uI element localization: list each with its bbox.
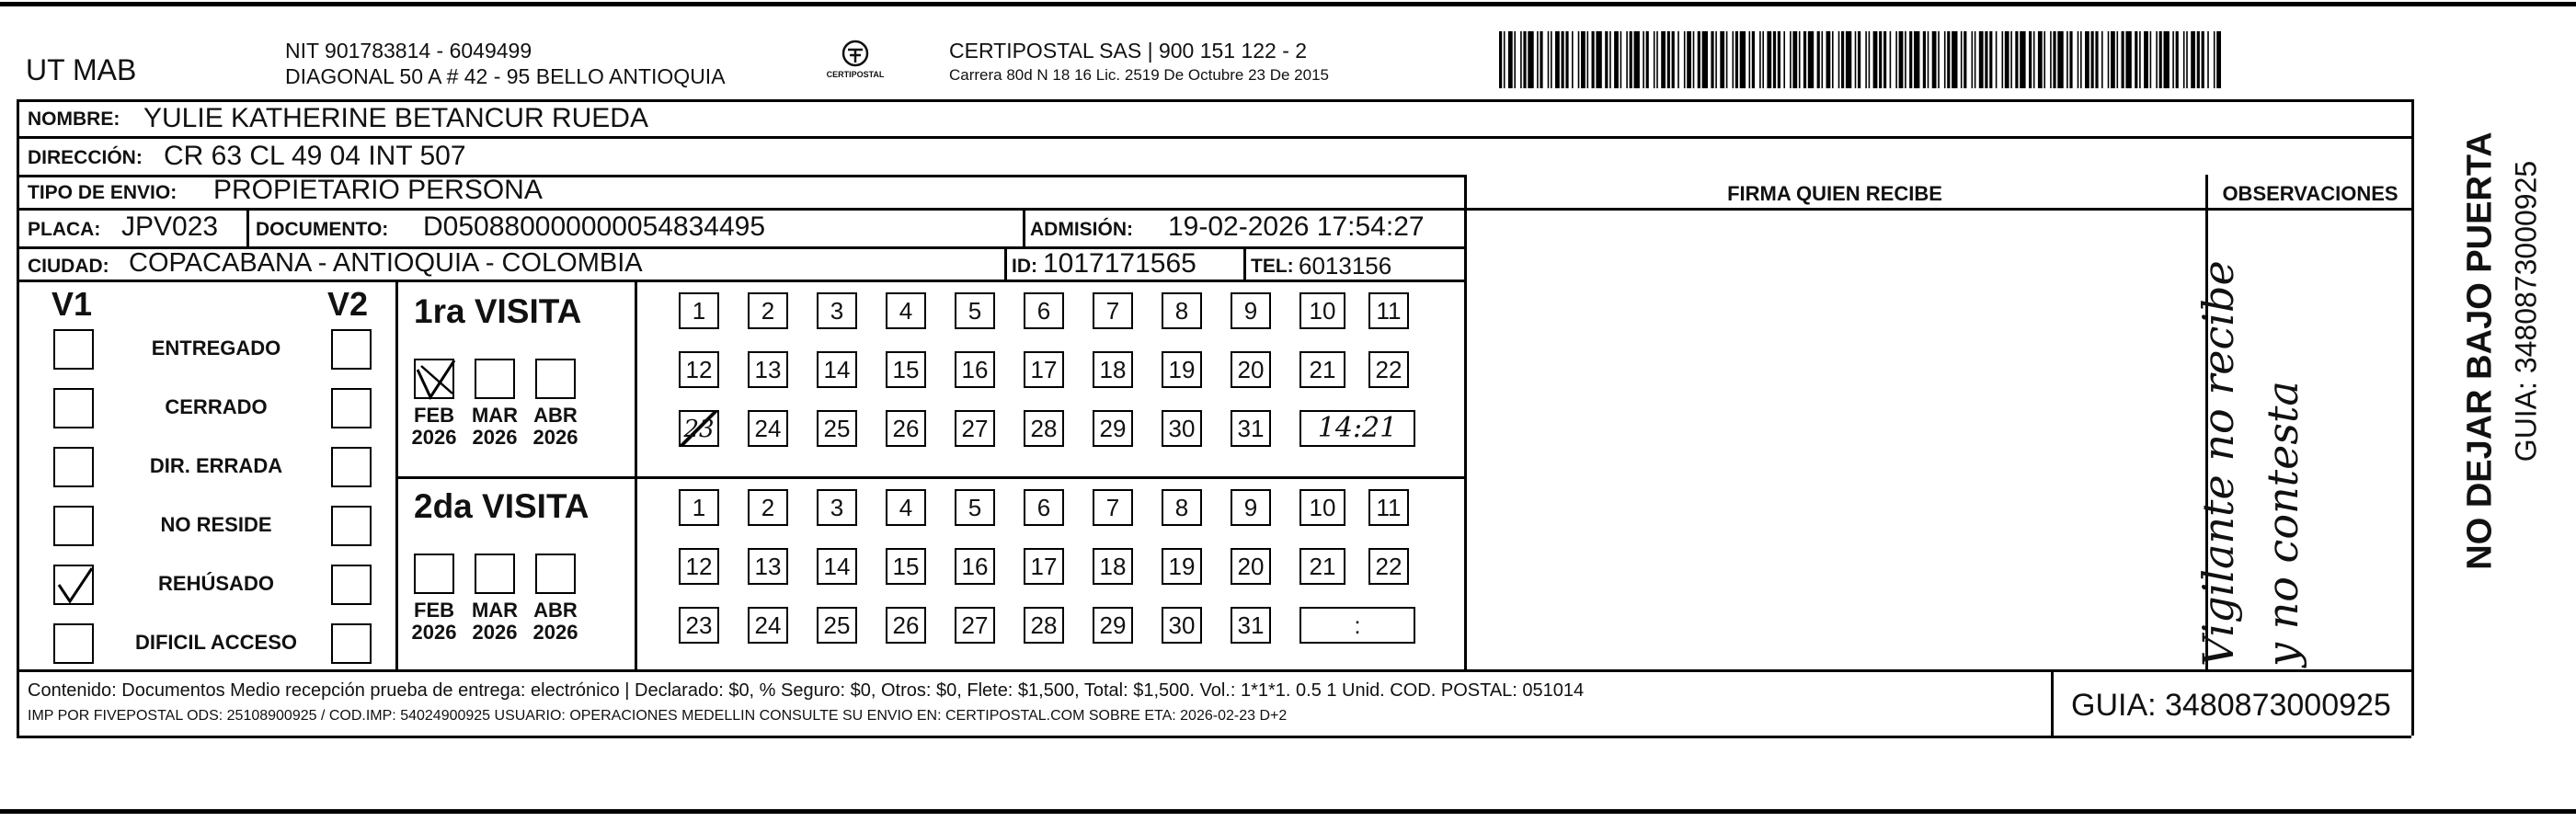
status-option-label: DIR. ERRADA bbox=[149, 454, 283, 477]
day-box[interactable]: 17 bbox=[1024, 351, 1064, 388]
day-box[interactable]: 9 bbox=[1231, 489, 1271, 526]
barcode-bar bbox=[1899, 31, 1904, 88]
barcode-bar bbox=[1581, 31, 1586, 88]
barcode-bar bbox=[1792, 31, 1797, 88]
barcode-bar bbox=[1508, 31, 1513, 88]
grid-line bbox=[1464, 208, 2411, 211]
day-box[interactable]: 19 bbox=[1162, 548, 1202, 585]
barcode-bar bbox=[1817, 31, 1820, 88]
day-box[interactable]: 21 bbox=[1299, 351, 1345, 388]
day-box[interactable]: 2 bbox=[748, 489, 788, 526]
day-box[interactable]: 27 bbox=[955, 607, 995, 644]
v1-checkbox[interactable] bbox=[53, 388, 94, 428]
barcode-bar bbox=[1752, 31, 1755, 88]
day-box[interactable]: 5 bbox=[955, 489, 995, 526]
day-box[interactable]: 13 bbox=[748, 351, 788, 388]
barcode-bar bbox=[1605, 31, 1608, 88]
barcode-bar bbox=[2029, 31, 2032, 88]
barcode-bar bbox=[1923, 31, 1926, 88]
day-box[interactable]: 27 bbox=[955, 410, 995, 447]
barcode-bar bbox=[1905, 31, 1906, 88]
barcode-bar bbox=[1656, 31, 1658, 88]
v1-checkbox[interactable] bbox=[53, 506, 94, 546]
day-box[interactable]: 16 bbox=[955, 351, 995, 388]
grid-line bbox=[2411, 99, 2414, 736]
admision-label: ADMISIÓN: bbox=[1030, 219, 1133, 240]
direccion-value: CR 63 CL 49 04 INT 507 bbox=[164, 141, 466, 171]
grid-line bbox=[1004, 246, 1007, 280]
day-box[interactable]: 16 bbox=[955, 548, 995, 585]
barcode-bar bbox=[1773, 31, 1776, 88]
barcode-bar bbox=[1909, 31, 1912, 88]
barcode-bar bbox=[1928, 31, 1929, 88]
day-box[interactable]: 18 bbox=[1093, 548, 1133, 585]
status-option-label: NO RESIDE bbox=[160, 513, 272, 536]
barcode-bar bbox=[1972, 31, 1974, 88]
barcode-bar bbox=[1996, 31, 1998, 88]
day-box[interactable]: 6 bbox=[1024, 292, 1064, 329]
barcode-bar bbox=[1667, 31, 1670, 88]
barcode-bar bbox=[2202, 31, 2204, 88]
barcode-bar bbox=[2044, 31, 2045, 88]
month-checkbox[interactable] bbox=[414, 554, 454, 594]
barcode-bar bbox=[1548, 31, 1550, 88]
barcode-bar bbox=[2015, 31, 2018, 88]
bottom-border bbox=[0, 809, 2576, 814]
barcode-bar bbox=[1938, 31, 1940, 88]
barcode-bar bbox=[1858, 31, 1860, 88]
day-box[interactable]: 25 bbox=[817, 607, 857, 644]
barcode-bar bbox=[1799, 31, 1801, 88]
barcode-bar bbox=[1592, 31, 1595, 88]
tipo-value: PROPIETARIO PERSONA bbox=[213, 175, 543, 205]
status-option-label: CERRADO bbox=[165, 395, 268, 418]
status-option-label: REHÚSADO bbox=[158, 572, 274, 595]
barcode-bar bbox=[1720, 31, 1724, 88]
barcode-bar bbox=[1985, 31, 1987, 88]
v2-checkbox[interactable] bbox=[331, 565, 372, 605]
barcode-bar bbox=[1826, 31, 1831, 88]
barcode-bar bbox=[2020, 31, 2025, 88]
barcode-bar bbox=[2197, 31, 2200, 88]
footer-content: Contenido: Documentos Medio recepción prueba de entrega: electrónico | Declarado: $0, % Seguro: $0, Otros: $0, Flete: $1,500, Total: $1,500. Vol.: 1*1*1. 0.5 1 Unid. COD. POSTAL: 051014 bbox=[28, 680, 1585, 701]
v1-checkbox[interactable] bbox=[53, 447, 94, 487]
top-border bbox=[0, 2, 2576, 6]
v2-checkbox[interactable] bbox=[331, 623, 372, 664]
nombre-label: NOMBRE: bbox=[28, 108, 120, 130]
barcode-bar bbox=[1832, 31, 1834, 88]
barcode-bar bbox=[2091, 31, 2094, 88]
barcode-bar bbox=[2050, 31, 2052, 88]
barcode-bar bbox=[1975, 31, 1976, 88]
barcode-bar bbox=[1620, 31, 1622, 88]
v2-checkbox[interactable] bbox=[331, 506, 372, 546]
day-box[interactable]: 23 bbox=[679, 410, 719, 447]
day-box[interactable]: 1 bbox=[679, 489, 719, 526]
grid-line bbox=[17, 736, 2411, 738]
grid-line bbox=[635, 280, 637, 669]
barcode-bar bbox=[1855, 31, 1857, 88]
barcode-bar bbox=[2005, 31, 2009, 88]
month-checkbox[interactable] bbox=[475, 359, 515, 399]
placa-label: PLACA: bbox=[28, 219, 101, 240]
barcode-bar bbox=[2144, 31, 2148, 88]
barcode-bar bbox=[1609, 31, 1611, 88]
day-box[interactable]: 28 bbox=[1024, 410, 1064, 447]
barcode-bar bbox=[1808, 31, 1814, 88]
barcode-bar bbox=[2067, 31, 2068, 88]
barcode-bar bbox=[1578, 31, 1580, 88]
barcode-bar bbox=[2125, 31, 2131, 88]
barcode-bar bbox=[1914, 31, 1919, 88]
barcode-bar bbox=[1932, 31, 1937, 88]
barcode-bar bbox=[2080, 31, 2082, 88]
direccion-label: DIRECCIÓN: bbox=[28, 147, 143, 168]
day-box[interactable]: 7 bbox=[1093, 292, 1133, 329]
barcode-bar bbox=[1873, 31, 1878, 88]
month-checkbox[interactable] bbox=[535, 359, 576, 399]
day-box[interactable]: 11 bbox=[1368, 489, 1409, 526]
barcode-bar bbox=[1947, 31, 1950, 88]
barcode-bar bbox=[2057, 31, 2063, 88]
day-box[interactable]: 11 bbox=[1368, 292, 1409, 329]
v1-checkbox[interactable] bbox=[53, 623, 94, 664]
barcode-bar bbox=[2191, 31, 2195, 88]
courier-name: CERTIPOSTAL SAS | 900 151 122 - 2 bbox=[949, 39, 1308, 63]
barcode-bar bbox=[1767, 31, 1771, 88]
day-box[interactable]: 6 bbox=[1024, 489, 1064, 526]
tipo-label: TIPO DE ENVIO: bbox=[28, 182, 177, 203]
barcode-bar bbox=[1711, 31, 1713, 88]
barcode-bar bbox=[1979, 31, 1984, 88]
day-box[interactable]: 14 bbox=[817, 351, 857, 388]
barcode-bar bbox=[1677, 31, 1679, 88]
barcode-bar bbox=[1514, 31, 1516, 88]
barcode-bar bbox=[2053, 31, 2055, 88]
day-box[interactable]: 1 bbox=[679, 292, 719, 329]
barcode-bar bbox=[1698, 31, 1700, 88]
barcode-bar bbox=[2095, 31, 2098, 88]
grid-line bbox=[17, 136, 2411, 139]
barcode-bar bbox=[1762, 31, 1764, 88]
barcode-bar bbox=[1759, 31, 1761, 88]
barcode-bar bbox=[2186, 31, 2188, 88]
grid-line bbox=[17, 99, 2411, 102]
status-option-label: ENTREGADO bbox=[151, 337, 281, 360]
barcode-bar bbox=[2117, 31, 2119, 88]
company-nit: NIT 901783814 - 6049499 bbox=[285, 39, 532, 63]
barcode-bar bbox=[1740, 31, 1746, 88]
day-box[interactable]: 18 bbox=[1093, 351, 1133, 388]
barcode-bar bbox=[1634, 31, 1640, 88]
barcode-bar bbox=[1587, 31, 1589, 88]
barcode-bar bbox=[1672, 31, 1675, 88]
barcode-bar bbox=[1790, 31, 1792, 88]
courier-license: Carrera 80d N 18 16 Lic. 2519 De Octubre 23 De 2015 bbox=[949, 66, 1329, 84]
grid-line bbox=[246, 208, 249, 246]
barcode-bar bbox=[2156, 31, 2158, 88]
barcode-bar bbox=[1890, 31, 1892, 88]
second-visit-label: 2da VISITA bbox=[414, 487, 590, 525]
time-box[interactable]: : bbox=[1299, 607, 1415, 644]
time-box[interactable]: 14:21 bbox=[1299, 410, 1415, 447]
grid-line bbox=[1243, 246, 1246, 280]
barcode-bar bbox=[1528, 31, 1533, 88]
day-box[interactable]: 29 bbox=[1093, 410, 1133, 447]
ciudad-value: COPACABANA - ANTIOQUIA - COLOMBIA bbox=[129, 248, 643, 278]
month-label: ABR 2026 bbox=[532, 599, 578, 644]
day-box[interactable]: 31 bbox=[1231, 410, 1271, 447]
barcode-bar bbox=[1803, 31, 1806, 88]
side-warning: NO DEJAR BAJO PUERTA bbox=[2460, 131, 2500, 570]
month-label: FEB 2026 bbox=[411, 404, 457, 449]
barcode-bar bbox=[1961, 31, 1963, 88]
barcode bbox=[1499, 31, 2226, 88]
barcode-bar bbox=[2135, 31, 2137, 88]
month-label: FEB 2026 bbox=[411, 599, 457, 644]
v1-checkbox[interactable] bbox=[53, 329, 94, 370]
tel-label: TEL: bbox=[1251, 256, 1294, 277]
day-box[interactable]: 10 bbox=[1299, 489, 1345, 526]
barcode-bar bbox=[1687, 31, 1691, 88]
barcode-bar bbox=[1963, 31, 1966, 88]
day-box[interactable]: 7 bbox=[1093, 489, 1133, 526]
barcode-bar bbox=[1551, 31, 1552, 88]
id-label: ID: bbox=[1012, 256, 1037, 277]
barcode-bar bbox=[1630, 31, 1632, 88]
v2-checkbox[interactable] bbox=[331, 447, 372, 487]
check-mark-icon bbox=[416, 360, 456, 401]
day-box[interactable]: 13 bbox=[748, 548, 788, 585]
barcode-bar bbox=[1596, 31, 1601, 88]
grid-line bbox=[17, 280, 1464, 282]
barcode-bar bbox=[1562, 31, 1564, 88]
barcode-bar bbox=[1879, 31, 1882, 88]
day-box[interactable]: 3 bbox=[817, 489, 857, 526]
barcode-bar bbox=[1693, 31, 1695, 88]
barcode-bar bbox=[1749, 31, 1751, 88]
barcode-bar bbox=[2214, 31, 2215, 88]
barcode-bar bbox=[2038, 31, 2043, 88]
v2-checkbox[interactable] bbox=[331, 329, 372, 370]
barcode-bar bbox=[2111, 31, 2115, 88]
day-box[interactable]: 17 bbox=[1024, 548, 1064, 585]
day-box[interactable]: 30 bbox=[1162, 607, 1202, 644]
documento-label: DOCUMENTO: bbox=[256, 219, 389, 240]
day-box[interactable]: 15 bbox=[886, 548, 926, 585]
check-mark-icon bbox=[55, 566, 96, 607]
grid-line bbox=[17, 99, 19, 736]
day-box[interactable]: 20 bbox=[1231, 548, 1271, 585]
barcode-bar bbox=[1702, 31, 1708, 88]
barcode-bar bbox=[2122, 31, 2124, 88]
footer-imp: IMP POR FIVEPOSTAL ODS: 25108900925 / COD.IMP: 54024900925 USUARIO: OPERACIONES MEDELLIN CONSULTE SU ENVIO EN: CERTIPOSTAL.COM SOBRE ETA: 2026-02-23 D+2 bbox=[28, 708, 1288, 724]
admision-value: 19-02-2026 17:54:27 bbox=[1168, 211, 1425, 242]
day-box[interactable]: 9 bbox=[1231, 292, 1271, 329]
day-box[interactable]: 3 bbox=[817, 292, 857, 329]
barcode-bar bbox=[1523, 31, 1526, 88]
v1-label: V1 bbox=[52, 285, 93, 323]
placa-value: JPV023 bbox=[121, 211, 219, 242]
day-box[interactable]: 5 bbox=[955, 292, 995, 329]
barcode-bar bbox=[2164, 31, 2170, 88]
barcode-bar bbox=[1504, 31, 1506, 88]
barcode-bar bbox=[2108, 31, 2110, 88]
barcode-bar bbox=[1614, 31, 1619, 88]
barcode-bar bbox=[1989, 31, 1992, 88]
grid-line bbox=[395, 476, 1464, 479]
month-label: MAR 2026 bbox=[471, 599, 519, 644]
barcode-bar bbox=[1520, 31, 1522, 88]
observation-handwritten-area bbox=[2193, 221, 2402, 667]
day-box[interactable]: 19 bbox=[1162, 351, 1202, 388]
day-box[interactable]: 29 bbox=[1093, 607, 1133, 644]
day-box[interactable]: 20 bbox=[1231, 351, 1271, 388]
barcode-bar bbox=[1944, 31, 1946, 88]
tel-value: 6013156 bbox=[1299, 252, 1392, 280]
day-box[interactable]: 23 bbox=[679, 607, 719, 644]
barcode-bar bbox=[2033, 31, 2035, 88]
day-box[interactable]: 8 bbox=[1162, 292, 1202, 329]
first-visit-label: 1ra VISITA bbox=[414, 292, 582, 330]
grid-line bbox=[1464, 175, 1467, 669]
barcode-bar bbox=[1865, 31, 1867, 88]
barcode-bar bbox=[1895, 31, 1897, 88]
barcode-bar bbox=[1499, 31, 1502, 88]
barcode-bar bbox=[1572, 31, 1574, 88]
barcode-bar bbox=[1565, 31, 1568, 88]
barcode-bar bbox=[2172, 31, 2174, 88]
v1-checkbox[interactable] bbox=[53, 565, 94, 605]
guia-box: GUIA: 3480873000925 bbox=[2071, 688, 2391, 723]
barcode-bar bbox=[1838, 31, 1840, 88]
day-box[interactable]: 8 bbox=[1162, 489, 1202, 526]
barcode-bar bbox=[1846, 31, 1851, 88]
day-box[interactable]: 22 bbox=[1368, 548, 1409, 585]
barcode-bar bbox=[1778, 31, 1780, 88]
documento-value: D050880000000054834495 bbox=[423, 211, 766, 242]
company-address: DIAGONAL 50 A # 42 - 95 BELLO ANTIOQUIA bbox=[285, 64, 726, 88]
barcode-bar bbox=[2101, 31, 2103, 88]
barcode-bar bbox=[1684, 31, 1686, 88]
day-box[interactable]: 12 bbox=[679, 351, 719, 388]
v2-checkbox[interactable] bbox=[331, 388, 372, 428]
barcode-bar bbox=[2159, 31, 2162, 88]
side-guia: GUIA: 3480873000925 bbox=[2509, 160, 2543, 462]
side-text bbox=[2421, 92, 2543, 662]
barcode-bar bbox=[1643, 31, 1644, 88]
barcode-bar bbox=[1726, 31, 1728, 88]
ciudad-label: CIUDAD: bbox=[28, 256, 109, 277]
barcode-bar bbox=[2078, 31, 2079, 88]
barcode-bar bbox=[1555, 31, 1560, 88]
day-box[interactable]: 26 bbox=[886, 607, 926, 644]
day-box[interactable]: 24 bbox=[748, 607, 788, 644]
observation-handwritten: Vigilante no recibe y no contesta bbox=[2193, 260, 2307, 667]
barcode-bar bbox=[1733, 31, 1735, 88]
month-checkbox[interactable] bbox=[475, 554, 515, 594]
firma-header: FIRMA QUIEN RECIBE bbox=[1727, 182, 1942, 205]
day-box[interactable]: 30 bbox=[1162, 410, 1202, 447]
barcode-bar bbox=[1783, 31, 1785, 88]
month-label: ABR 2026 bbox=[532, 404, 578, 449]
barcode-bar bbox=[1841, 31, 1844, 88]
barcode-bar bbox=[2216, 31, 2221, 88]
barcode-bar bbox=[2207, 31, 2209, 88]
day-box[interactable]: 14 bbox=[817, 548, 857, 585]
barcode-bar bbox=[1540, 31, 1542, 88]
day-box[interactable]: 24 bbox=[748, 410, 788, 447]
barcode-bar bbox=[1822, 31, 1824, 88]
barcode-bar bbox=[1626, 31, 1628, 88]
day-box[interactable]: 2 bbox=[748, 292, 788, 329]
barcode-bar bbox=[1537, 31, 1539, 88]
nombre-value: YULIE KATHERINE BETANCUR RUEDA bbox=[143, 103, 648, 133]
observaciones-header: OBSERVACIONES bbox=[2222, 182, 2399, 205]
day-box[interactable]: 12 bbox=[679, 548, 719, 585]
day-box[interactable]: 21 bbox=[1299, 548, 1345, 585]
company-name: UT MAB bbox=[26, 53, 137, 86]
barcode-bar bbox=[2085, 31, 2089, 88]
grid-line bbox=[395, 280, 398, 669]
barcode-bar bbox=[1735, 31, 1738, 88]
month-label: MAR 2026 bbox=[471, 404, 519, 449]
day-box[interactable]: 4 bbox=[886, 489, 926, 526]
certipostal-logo bbox=[828, 37, 883, 92]
barcode-bar bbox=[2139, 31, 2141, 88]
barcode-bar bbox=[1654, 31, 1655, 88]
day-box[interactable]: 22 bbox=[1368, 351, 1409, 388]
barcode-bar bbox=[2010, 31, 2012, 88]
month-checkbox[interactable] bbox=[535, 554, 576, 594]
month-checkbox[interactable] bbox=[414, 359, 454, 399]
logo-text: CERTIPOSTAL bbox=[826, 70, 885, 79]
barcode-bar bbox=[2150, 31, 2152, 88]
day-box[interactable]: 4 bbox=[886, 292, 926, 329]
day-box[interactable]: 31 bbox=[1231, 607, 1271, 644]
barcode-bar bbox=[2069, 31, 2072, 88]
day-box[interactable]: 15 bbox=[886, 351, 926, 388]
barcode-bar bbox=[1869, 31, 1871, 88]
v2-label: V2 bbox=[327, 285, 369, 323]
id-value: 1017171565 bbox=[1043, 248, 1196, 279]
day-box[interactable]: 28 bbox=[1024, 607, 1064, 644]
barcode-bar bbox=[1715, 31, 1717, 88]
barcode-bar bbox=[2183, 31, 2185, 88]
barcode-bar bbox=[1952, 31, 1957, 88]
grid-line bbox=[1023, 208, 1025, 246]
barcode-bar bbox=[1646, 31, 1649, 88]
grid-line bbox=[2051, 669, 2054, 736]
barcode-bar bbox=[1883, 31, 1886, 88]
barcode-bar bbox=[1661, 31, 1666, 88]
day-box[interactable]: 10 bbox=[1299, 292, 1345, 329]
day-box[interactable]: 26 bbox=[886, 410, 926, 447]
day-box[interactable]: 25 bbox=[817, 410, 857, 447]
barcode-bar bbox=[2002, 31, 2004, 88]
barcode-bar bbox=[2176, 31, 2179, 88]
status-option-label: DIFICIL ACCESO bbox=[134, 631, 297, 654]
